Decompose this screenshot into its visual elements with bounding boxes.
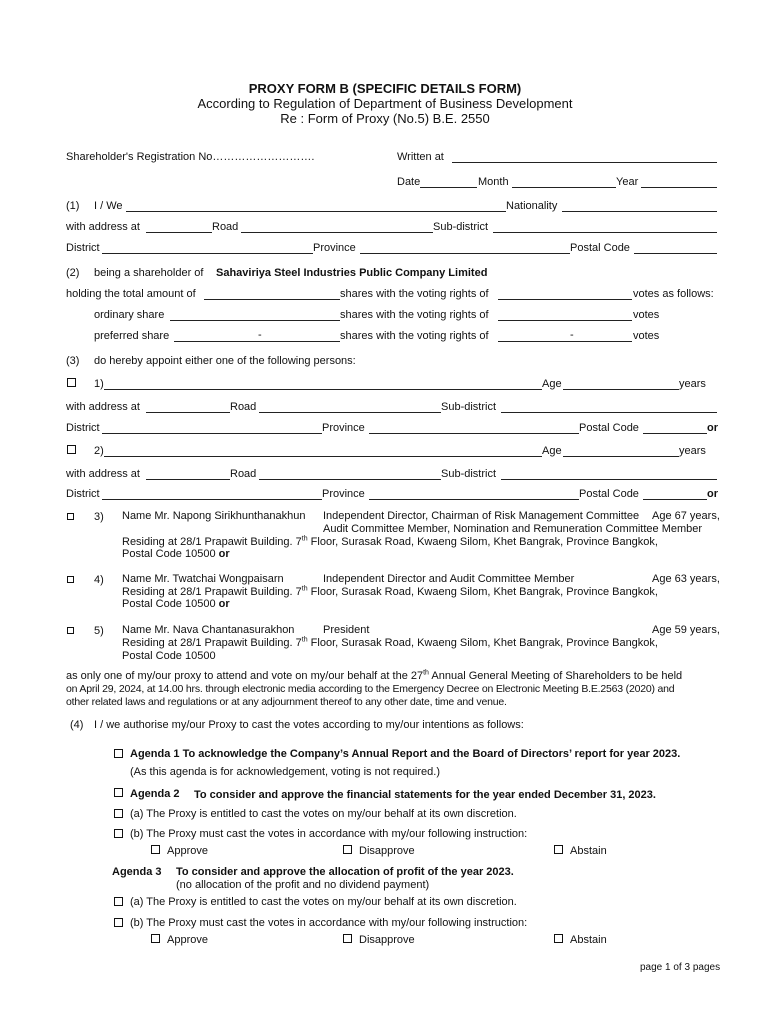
written-at-field[interactable] [452, 162, 717, 163]
agenda-2-disapprove-label: Disapprove [359, 845, 415, 857]
authorise-label: I / we authorise my/our Proxy to cast the votes according to my/our intentions as follows: [94, 719, 524, 731]
proxy-1-province-label: Province [322, 422, 365, 434]
director-3-age: Age 67 years, [652, 510, 720, 522]
director-5-name: Name Mr. Nava Chantanasurakhon [122, 624, 295, 636]
province-field[interactable] [360, 253, 570, 254]
proxy-1-district-label: District [66, 422, 100, 434]
agenda-2-approve-label: Approve [167, 845, 208, 857]
i-we-label: I / We [94, 200, 123, 212]
proxy-2-age-field[interactable] [563, 456, 679, 457]
proxy-1-address-label: with address at [66, 401, 140, 413]
form-subtitle: According to Regulation of Department of Business Development [197, 96, 573, 111]
total-shares-field[interactable] [204, 299, 340, 300]
agenda-1-checkbox[interactable] [114, 749, 123, 758]
proxy-1-postal-field[interactable] [643, 433, 707, 434]
month-label: Month [478, 176, 509, 188]
registration-no-label: Shareholder's Registration No………………………. [66, 151, 315, 163]
agenda-2-option-a-label: (a) The Proxy is entitled to cast the votes on my/our behalf at its own discretion. [130, 808, 517, 820]
proxy-2-years-label: years [679, 445, 706, 457]
road-label: Road [212, 221, 239, 233]
director-5-age: Age 59 years, [652, 624, 720, 636]
proxy-purpose-line-1: as only one of my/our proxy to attend and vote on my/our behalf at the 27th Annual General Meeting of Shareholders to be held [66, 669, 683, 682]
director-5-postal: Postal Code 10500 [122, 650, 216, 662]
proxy-2-or: or [707, 488, 718, 500]
ordinary-shares-field[interactable] [170, 320, 340, 321]
director-4-age: Age 63 years, [652, 573, 720, 585]
preferred-votes-field[interactable] [498, 341, 632, 342]
subdistrict-label: Sub-district [433, 221, 489, 233]
written-at-label: Written at [397, 151, 444, 163]
year-field[interactable] [641, 187, 717, 188]
agenda-2-checkbox[interactable] [114, 788, 123, 797]
proxy-1-age-field[interactable] [563, 389, 679, 390]
form-reference: Re : Form of Proxy (No.5) B.E. 2550 [280, 111, 490, 126]
proxy-1-address-field[interactable] [146, 412, 230, 413]
proxy-2-number: 2) [94, 445, 104, 457]
section-4-number: (4) [70, 719, 84, 731]
being-shareholder-label: being a shareholder of [94, 267, 204, 279]
proxy-2-district-label: District [66, 488, 100, 500]
postal-code-field[interactable] [634, 253, 717, 254]
director-5-number: 5) [94, 625, 104, 637]
agenda-3-title: To consider and approve the allocation of profit of the year 2023. [176, 866, 514, 878]
proxy-1-subdistrict-label: Sub-district [441, 401, 497, 413]
proxy-2-name-field[interactable] [104, 456, 542, 457]
proxy-2-subdistrict-field[interactable] [501, 479, 717, 480]
agenda-3-abstain-checkbox[interactable] [554, 934, 563, 943]
director-3-number: 3) [94, 511, 104, 523]
province-label: Province [313, 242, 356, 254]
section-2-number: (2) [66, 267, 80, 279]
director-3-postal: Postal Code 10500 or [122, 548, 230, 560]
agenda-2-option-a-checkbox[interactable] [114, 809, 123, 818]
preferred-share-label: preferred share [94, 330, 170, 342]
proxy-1-subdistrict-field[interactable] [501, 412, 717, 413]
year-label: Year [616, 176, 639, 188]
agenda-2-disapprove-checkbox[interactable] [343, 845, 352, 854]
proxy-2-postal-field[interactable] [643, 499, 707, 500]
proxy-2-road-label: Road [230, 468, 257, 480]
section-3-number: (3) [66, 355, 80, 367]
agenda-1-note: (As this agenda is for acknowledgement, voting is not required.) [130, 766, 440, 778]
proxy-2-address-field[interactable] [146, 479, 230, 480]
agenda-2-option-b-label: (b) The Proxy must cast the votes in accordance with my/our following instruction: [130, 828, 528, 840]
postal-code-label: Postal Code [570, 242, 630, 254]
agenda-1-title: Agenda 1 To acknowledge the Company’s Annual Report and the Board of Directors’ report for year 2023. [130, 748, 681, 760]
month-field[interactable] [512, 187, 616, 188]
director-4-postal: Postal Code 10500 or [122, 598, 230, 610]
director-5-address: Residing at 28/1 Prapawit Building. 7th Floor, Surasak Road, Kwaeng Silom, Khet Bangrak, Province Bangkok, [122, 636, 658, 649]
proxy-1-age-label: Age [542, 378, 562, 390]
agenda-3-option-b-checkbox[interactable] [114, 918, 123, 927]
agenda-2-label: Agenda 2 [130, 788, 180, 800]
agenda-3-label: Agenda 3 [112, 866, 162, 878]
date-label: Date [397, 176, 421, 188]
proxy-1-road-label: Road [230, 401, 257, 413]
form-title: PROXY FORM B (SPECIFIC DETAILS FORM) [248, 81, 522, 96]
proxy-2-age-label: Age [542, 445, 562, 457]
director-5-position: President [323, 624, 370, 636]
director-4-position: Independent Director and Audit Committee Member [323, 573, 575, 585]
director-3-name: Name Mr. Napong Sirikhunthanakhun [122, 510, 306, 522]
holding-label: holding the total amount of [66, 288, 196, 300]
agenda-3-option-b-label: (b) The Proxy must cast the votes in accordance with my/our following instruction: [130, 917, 528, 929]
agenda-2-title: To consider and approve the financial statements for the year ended December 31, 2023. [194, 789, 656, 801]
proxy-1-years-label: years [679, 378, 706, 390]
date-field[interactable] [420, 187, 477, 188]
district-label: District [66, 242, 100, 254]
proxy-1-or: or [707, 422, 718, 434]
director-3-position: Independent Director, Chairman of Risk Management Committee [323, 510, 640, 522]
preferred-votes-dash: - [570, 329, 574, 341]
nationality-field[interactable] [562, 211, 717, 212]
agenda-3-disapprove-checkbox[interactable] [343, 934, 352, 943]
road-field[interactable] [241, 232, 433, 233]
appoint-label: do hereby appoint either one of the following persons: [94, 355, 356, 367]
district-field[interactable] [102, 253, 313, 254]
proxy-2-road-field[interactable] [259, 479, 441, 480]
agenda-3-approve-checkbox[interactable] [151, 934, 160, 943]
director-4-name: Name Mr. Twatchai Wongpaisarn [122, 573, 284, 585]
preferred-votes-label: votes [633, 330, 660, 342]
proxy-1-district-field[interactable] [102, 433, 322, 434]
proxy-2-postal-label: Postal Code [579, 488, 639, 500]
proxy-1-name-field[interactable] [104, 389, 542, 390]
address-field[interactable] [146, 232, 212, 233]
agenda-2-abstain-label: Abstain [570, 845, 607, 857]
company-name: Sahaviriya Steel Industries Public Company Limited [216, 267, 488, 279]
agenda-3-option-a-label: (a) The Proxy is entitled to cast the votes on my/our behalf at its own discretion. [130, 896, 517, 908]
agenda-3-option-a-checkbox[interactable] [114, 897, 123, 906]
subdistrict-field[interactable] [493, 232, 717, 233]
proxy-2-subdistrict-label: Sub-district [441, 468, 497, 480]
director-4-number: 4) [94, 574, 104, 586]
director-3-position-2: Audit Committee Member, Nomination and Remuneration Committee Member [323, 523, 703, 535]
agenda-3-disapprove-label: Disapprove [359, 934, 415, 946]
proxy-1-road-field[interactable] [259, 412, 441, 413]
ordinary-votes-field[interactable] [498, 320, 632, 321]
preferred-voting-label: shares with the voting rights of [340, 330, 489, 342]
proxy-1-postal-label: Postal Code [579, 422, 639, 434]
page-number: page 1 of 3 pages [640, 962, 721, 973]
agenda-3-abstain-label: Abstain [570, 934, 607, 946]
director-3-address: Residing at 28/1 Prapawit Building. 7th Floor, Surasak Road, Kwaeng Silom, Khet Bangrak, Province Bangkok, [122, 535, 658, 548]
agenda-2-abstain-checkbox[interactable] [554, 845, 563, 854]
address-label: with address at [66, 221, 140, 233]
director-3-checkbox[interactable] [67, 513, 74, 520]
proxy-2-checkbox[interactable] [67, 445, 76, 454]
director-5-checkbox[interactable] [67, 627, 74, 634]
proxy-2-province-label: Province [322, 488, 365, 500]
voting-rights-label: shares with the voting rights of [340, 288, 489, 300]
proxy-1-checkbox[interactable] [67, 378, 76, 387]
agenda-2-approve-checkbox[interactable] [151, 845, 160, 854]
agenda-3-note: (no allocation of the profit and no dividend payment) [176, 879, 430, 891]
nationality-label: Nationality [506, 200, 558, 212]
ordinary-voting-label: shares with the voting rights of [340, 309, 489, 321]
proxy-purpose-line-2: on April 29, 2024, at 14.00 hrs. through electronic media according to the Emergency Decree on Electronic Meeting B.E.2563 (2020) and [66, 683, 675, 695]
proxy-2-district-field[interactable] [102, 499, 322, 500]
proxy-2-address-label: with address at [66, 468, 140, 480]
director-4-checkbox[interactable] [67, 576, 74, 583]
agenda-2-option-b-checkbox[interactable] [114, 829, 123, 838]
ordinary-share-label: ordinary share [94, 309, 165, 321]
proxy-1-province-field[interactable] [369, 433, 579, 434]
agenda-3-approve-label: Approve [167, 934, 208, 946]
ordinary-votes-label: votes [633, 309, 660, 321]
section-1-number: (1) [66, 200, 80, 212]
total-votes-field[interactable] [498, 299, 632, 300]
preferred-shares-field[interactable] [174, 341, 340, 342]
proxy-2-province-field[interactable] [369, 499, 579, 500]
director-4-address: Residing at 28/1 Prapawit Building. 7th Floor, Surasak Road, Kwaeng Silom, Khet Bangrak, Province Bangkok, [122, 585, 658, 598]
preferred-shares-dash: - [258, 329, 262, 341]
proxy-purpose-line-3: other related laws and regulations or at any adjournment thereof to any other date, time and venue. [66, 696, 507, 708]
proxy-1-number: 1) [94, 378, 104, 390]
name-field[interactable] [126, 211, 506, 212]
votes-as-follows-label: votes as follows: [633, 288, 714, 300]
